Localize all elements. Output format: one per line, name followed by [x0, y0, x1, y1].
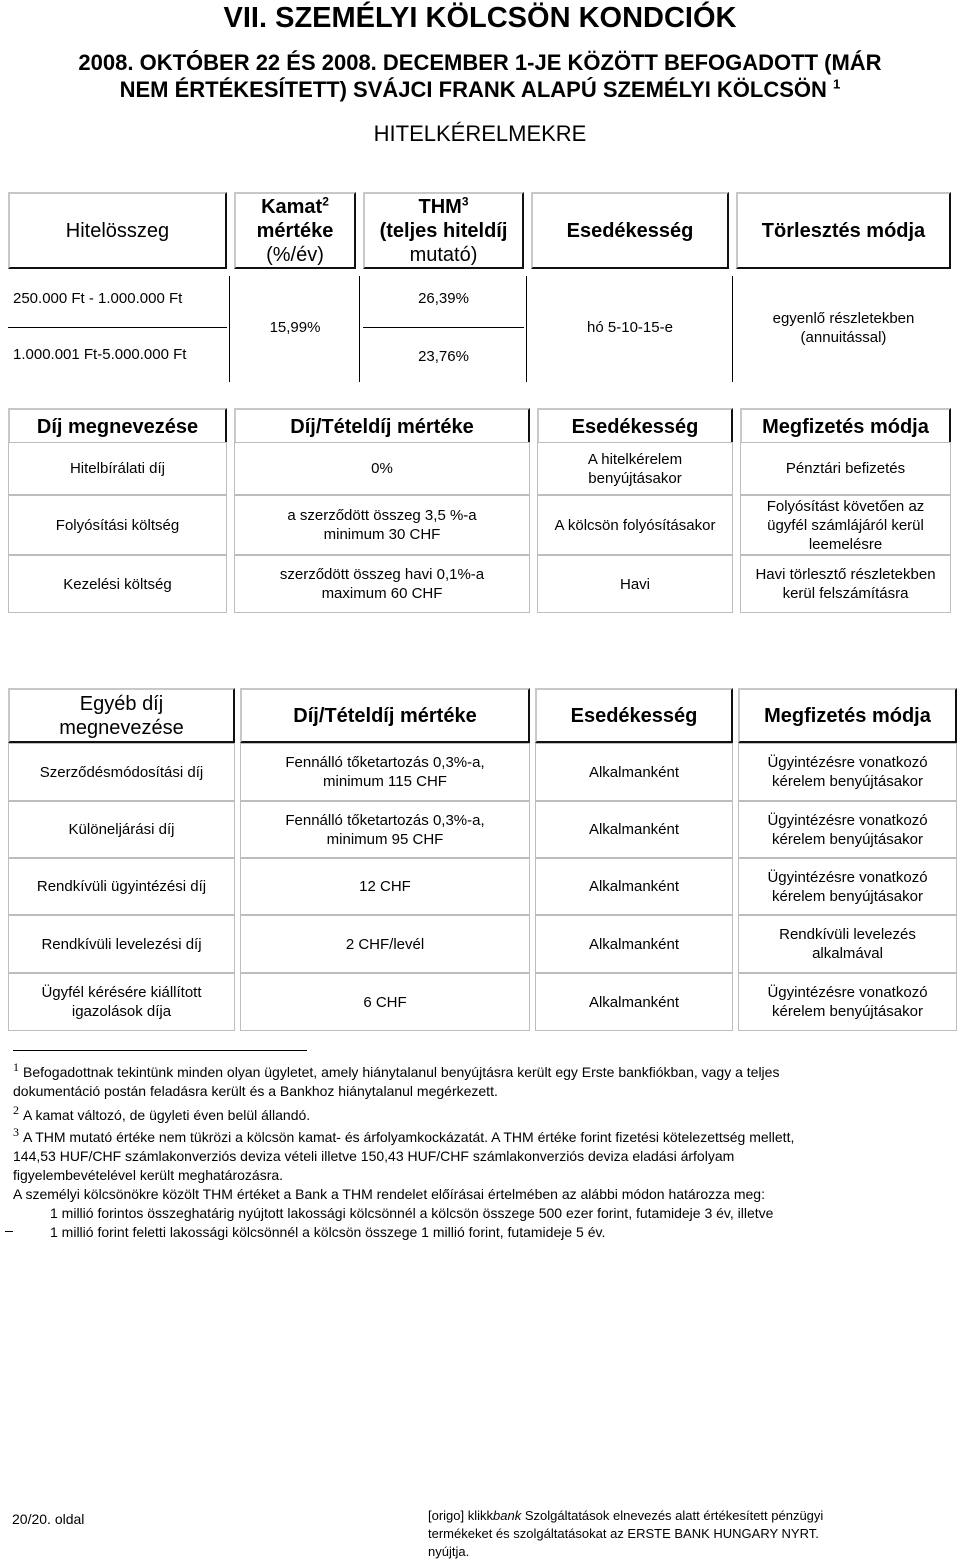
other-fee-due: Alkalmanként: [535, 743, 733, 801]
interest-rate: 15,99%: [269, 319, 321, 336]
header-other-fee-payment: Megfizetés módja: [738, 688, 957, 743]
fee-amount: szerződött összeg havi 0,1%-a maximum 60 CHF: [234, 555, 530, 613]
other-fee-name: Rendkívüli levelezési díj: [8, 915, 235, 973]
other-fee-payment: Ügyintézésre vonatkozó kérelem benyújtásakor: [738, 858, 957, 915]
due-date: hó 5-10-15-e: [587, 319, 673, 336]
header-rate: Kamat$^2$ mértéke (%/év): [234, 192, 356, 269]
other-fee-due: Alkalmanként: [535, 973, 733, 1031]
header-other-fee-name: Egyéb díj megnevezése: [8, 688, 235, 743]
other-fee-amount: 12 CHF: [240, 858, 530, 915]
header-fee-payment: Megfizetés módja: [740, 408, 951, 445]
row-divider: [363, 327, 524, 328]
list-mark: [5, 1231, 13, 1232]
thm-value-2: 23,76%: [418, 348, 469, 365]
repayment-method: egyenlő részletekben (annuitással): [772, 310, 915, 346]
fee-payment: Pénztári befizetés: [740, 442, 951, 495]
other-fee-name: Szerződésmódosítási díj: [8, 743, 235, 801]
footnote-2: 2 A kamat változó, de ügyleti éven belül állandó.: [13, 1103, 311, 1123]
other-fee-name: Ügyfél kérésére kiállított igazolások díja: [8, 973, 235, 1031]
fee-due: Havi: [537, 555, 733, 613]
page-subtitle: 2008. OKTÓBER 22 ÉS 2008. DECEMBER 1-JE KÖZÖTT BEFOGADOTT (MÁR NEM ÉRTÉKESÍTETT) SVÁJCI FRANK ALAPÚ SZEMÉLYI KÖLCSÖN $^1$: [78, 50, 882, 102]
amount-range-1: 250.000 Ft - 1.000.000 Ft: [13, 290, 183, 307]
other-fee-payment: Ügyintézésre vonatkozó kérelem benyújtásakor: [738, 801, 957, 858]
header-fee-name: Díj megnevezése: [8, 408, 227, 445]
column-divider: [229, 276, 230, 382]
amount-range-2: 1.000.001 Ft-5.000.000 Ft: [13, 346, 187, 363]
other-fee-amount: 6 CHF: [240, 973, 530, 1031]
header-other-fee-due: Esedékesség: [535, 688, 733, 743]
fee-payment: Havi törlesztő részletekben kerül felszámításra: [740, 555, 951, 613]
header-fee-amount: Díj/Tételdíj mértéke: [234, 408, 530, 445]
header-other-fee-amount: Díj/Tételdíj mértéke: [240, 688, 530, 743]
fee-name: Folyósítási költség: [8, 495, 227, 555]
thm-value-1: 26,39%: [418, 290, 469, 307]
fee-amount: a szerződött összeg 3,5 %-a minimum 30 CHF: [234, 495, 530, 555]
other-fee-due: Alkalmanként: [535, 801, 733, 858]
footnote-1: 1 Befogadottnak tekintünk minden olyan ügyletet, amely hiánytalanul benyújtásra került egy Erste bankfiókban, vagy a teljes dokumentáció postán feladásra került és a Bankhoz hiánytalanul megérkezett.: [13, 1060, 780, 1099]
header-fee-due: Esedékesség: [537, 408, 733, 445]
column-divider: [732, 276, 733, 382]
footer-source: [origo] klikkbank Szolgáltatások elnevezés alatt értékesített pénzügyi termékeket és szolgáltatásokat az ERSTE BANK HUNGARY NYRT. nyújtja.: [428, 1508, 824, 1559]
other-fee-due: Alkalmanként: [535, 915, 733, 973]
other-fee-due: Alkalmanként: [535, 858, 733, 915]
other-fee-name: Rendkívüli ügyintézési díj: [8, 858, 235, 915]
page-number: 20/20. oldal: [12, 1511, 85, 1527]
column-divider: [359, 276, 360, 382]
fee-due: A kölcsön folyósításakor: [537, 495, 733, 555]
fee-due: A hitelkérelem benyújtásakor: [537, 442, 733, 495]
other-fee-amount: Fennálló tőketartozás 0,3%-a, minimum 115 CHF: [240, 743, 530, 801]
other-fee-payment: Ügyintézésre vonatkozó kérelem benyújtásakor: [738, 973, 957, 1031]
fee-name: Kezelési költség: [8, 555, 227, 613]
fee-amount: 0%: [234, 442, 530, 495]
footnote-3: 3 A THM mutató értéke nem tükrözi a kölcsön kamat- és árfolyamkockázatát. A THM értéke forint fizetési kötelezettség mellett, 144,53 HUF/CHF számlakonverziós deviza vételi illetve 150,43 HUF/CHF számlakonverziós deviza eladási árfolyam figyelembevételével került meghatározásra. A személyi kölcsönökre közölt THM értéket a Bank a THM rendelet előírásai értelmében az alábbi módon határozza meg: 1 millió forintos összeghatárig nyújtott lakossági kölcsönnél a kölcsön összege 500 ezer forint, futamideje 3 év, illetve 1 millió forint feletti lakossági kölcsönnél a kölcsön összege 1 millió forint, futamideje 5 év.: [13, 1125, 795, 1240]
header-due: Esedékesség: [531, 192, 729, 269]
other-fee-name: Különeljárási díj: [8, 801, 235, 858]
page-subtitle-line3: HITELKÉRELMEKRE: [373, 121, 587, 146]
fee-payment: Folyósítást követően az ügyfél számlájáról kerül leemelésre: [740, 495, 951, 555]
row-divider: [8, 327, 227, 328]
other-fee-payment: Rendkívüli levelezés alkalmával: [738, 915, 957, 973]
page-title: VII. SZEMÉLYI KÖLCSÖN KONDCIÓK: [223, 2, 737, 34]
header-thm: THM$^3$ (teljes hiteldíj mutató): [363, 192, 524, 269]
footnote-separator: [13, 1050, 307, 1051]
header-amount: Hitelösszeg: [8, 192, 227, 269]
fee-name: Hitelbírálati díj: [8, 442, 227, 495]
other-fee-payment: Ügyintézésre vonatkozó kérelem benyújtásakor: [738, 743, 957, 801]
column-divider: [526, 276, 527, 382]
other-fee-amount: 2 CHF/levél: [240, 915, 530, 973]
header-repay: Törlesztés módja: [736, 192, 951, 269]
other-fee-amount: Fennálló tőketartozás 0,3%-a, minimum 95 CHF: [240, 801, 530, 858]
